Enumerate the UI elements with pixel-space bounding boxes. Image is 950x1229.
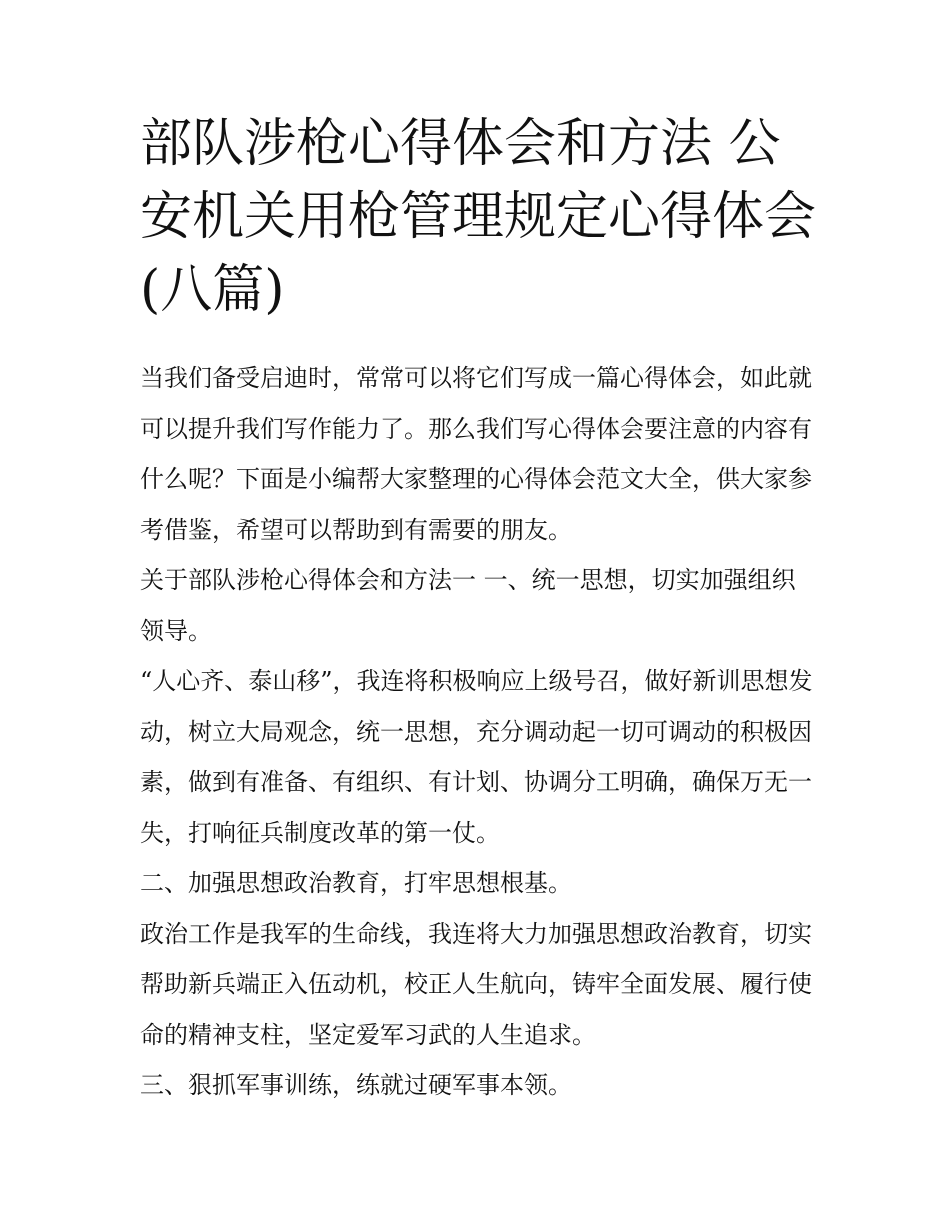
paragraph-section-1-heading: 关于部队涉枪心得体会和方法一 一、统一思想，切实加强组织领导。 — [140, 566, 796, 645]
document-title: 部队涉枪心得体会和方法 公安机关用枪管理规定心得体会(八篇) — [140, 114, 817, 320]
paragraph-section-2-heading: 二、加强思想政治教育，打牢思想根基。 — [140, 869, 572, 897]
document-body — [140, 353, 815, 1111]
paragraph-section-1-body: “人心齐、泰山移”，我连将积极响应上级号召，做好新训思想发动，树立大局观念，统一思想，充分调动起一切可调动的积极因素，做到有准备、有组织、有计划、协调分工明确，确保万无一失，打响征兵制度改革的第一仗。 — [140, 667, 813, 847]
paragraph-section-2-body: 政治工作是我军的生命线，我连将大力加强思想政治教育，切实帮助新兵端正入伍动机，校正人生航向，铸牢全面发展、履行使命的精神支柱，坚定爱军习武的人生追求。 — [140, 919, 812, 1049]
paragraph-intro: 当我们备受启迪时，常常可以将它们写成一篇心得体会，如此就可以提升我们写作能力了。那么我们写心得体会要注意的内容有什么呢？下面是小编帮大家整理的心得体会范文大全，供大家参考借鉴，希望可以帮助到有需要的朋友。 — [140, 364, 812, 544]
paragraph-section-3-heading: 三、狠抓军事训练，练就过硬军事本领。 — [140, 1071, 572, 1099]
